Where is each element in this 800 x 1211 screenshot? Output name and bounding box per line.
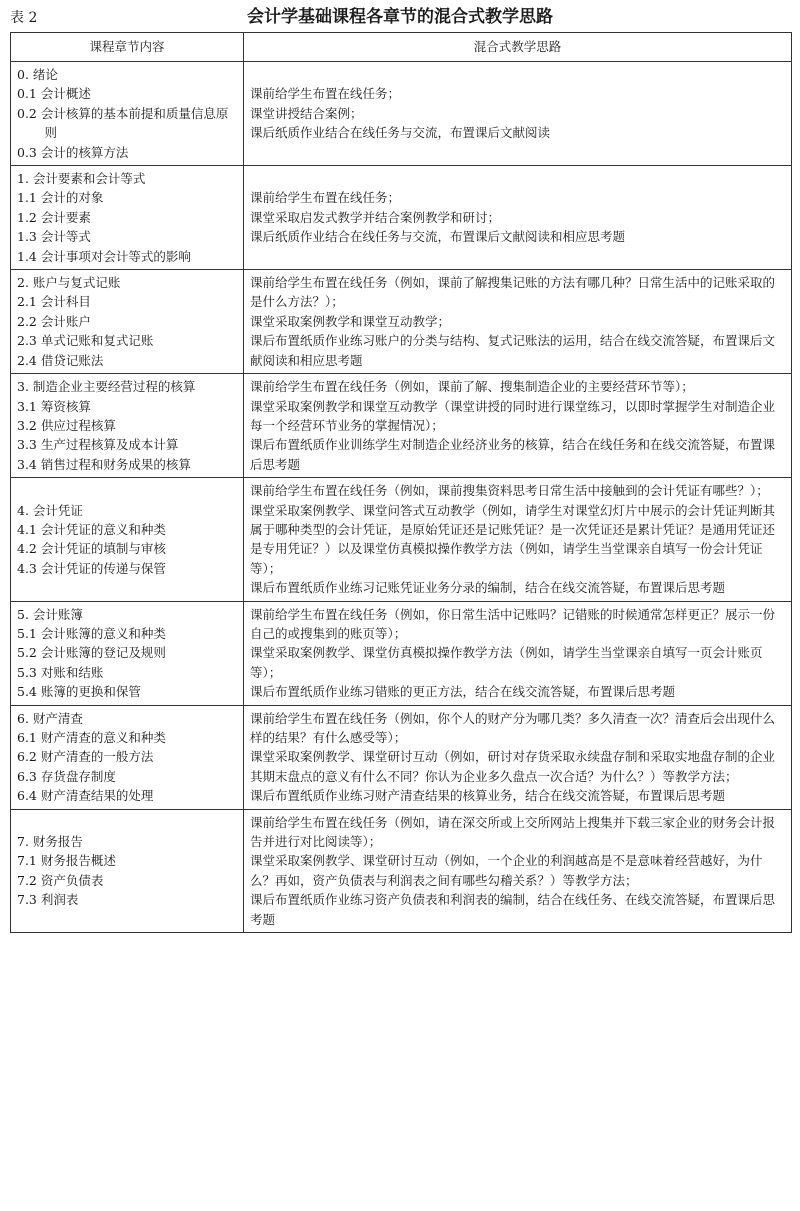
chapter-cell	[11, 478, 244, 601]
approach-item: 课前给学生布置在线任务；	[250, 86, 401, 102]
chapter-cell	[11, 601, 244, 705]
table-title: 会计学基础课程各章节的混合式教学思路	[247, 7, 553, 27]
header-row	[11, 33, 792, 62]
approach-item: 课后布置纸质作业练习账户的分类与结构、复式记账法的运用，结合在线交流答疑，布置课后文献阅读和相应思考题	[250, 333, 776, 368]
teaching-plan-table	[10, 32, 792, 933]
approach-item: 课后纸质作业结合在线任务与交流，布置课后文献阅读	[250, 125, 551, 141]
section-item: 5.4 账簿的更换和保管	[17, 684, 141, 700]
section-item: 4.3 会计凭证的传递与保管	[17, 560, 166, 576]
section-item: 1.2 会计要素	[17, 209, 91, 225]
section-item: 7.3 利润表	[17, 892, 79, 908]
approach-cell	[244, 270, 792, 374]
section-item: 0.1 会计概述	[17, 86, 91, 102]
approach-item: 课堂采取案例教学、课堂问答式互动教学（例如，请学生对课堂幻灯片中展示的会计凭证判断其属于哪种类型的会计凭证，是原始凭证还是记账凭证？是一次凭证还是累计凭证？是通用凭证还是专用凭证？）以及课堂仿真模拟操作教学方法（例如，请学生当堂课亲自填写一份会计凭证等）；	[250, 502, 776, 576]
approach-item: 课前给学生布置在线任务（例如，课前搜集资料思考日常生活中接触到的会计凭证有哪些？）；	[250, 483, 769, 499]
approach-cell	[244, 62, 792, 166]
section-item: 3.2 供应过程核算	[17, 417, 116, 433]
table-row	[11, 166, 792, 270]
approach-item: 课堂采取案例教学和课堂互动教学（课堂讲授的同时进行课堂练习，以即时掌握学生对制造企业每一个经营环节业务的掌握情况）；	[250, 398, 776, 433]
section-item: 6.2 财产清查的一般方法	[17, 749, 154, 765]
section-item: 3.3 生产过程核算及成本计算	[17, 437, 179, 453]
chapter-cell	[11, 270, 244, 374]
section-item: 1.3 会计等式	[17, 229, 91, 245]
chapter-title: 4. 会计凭证	[17, 502, 83, 518]
section-item: 2.2 会计账户	[17, 313, 91, 329]
section-item: 6.3 存货盘存制度	[17, 768, 116, 784]
section-item: 3.4 销售过程和财务成果的核算	[17, 456, 191, 472]
chapter-title: 1. 会计要素和会计等式	[17, 171, 146, 187]
approach-item: 课前给学生布置在线任务（例如，你个人的财产分为哪几类？多久清查一次？清查后会出现什么样的结果？有什么感受等）；	[250, 710, 776, 745]
table-row	[11, 374, 792, 478]
section-item: 3.1 筹资核算	[17, 398, 91, 414]
chapter-title: 6. 财产清查	[17, 710, 83, 726]
approach-item: 课后布置纸质作业练习记账凭证业务分录的编制，结合在线交流答疑，布置课后思考题	[250, 580, 726, 596]
chapter-cell	[11, 705, 244, 809]
approach-cell	[244, 601, 792, 705]
chapter-title: 7. 财务报告	[17, 834, 83, 850]
table-body	[11, 62, 792, 933]
table-row	[11, 478, 792, 601]
header-chapter-content: 课程章节内容	[11, 33, 244, 62]
chapter-cell	[11, 374, 244, 478]
section-item: 0.3 会计的核算方法	[17, 144, 129, 160]
section-item: 2.1 会计科目	[17, 294, 91, 310]
section-item: 5.1 会计账簿的意义和种类	[17, 625, 166, 641]
approach-item: 课堂采取案例教学、课堂研讨互动（例如，研讨对存货采取永续盘存制和采取实地盘存制的企业其期末盘点的意义有什么不同？你认为企业多久盘点一次合适？为什么？）等教学方法；	[250, 749, 776, 784]
table-row	[11, 809, 792, 932]
table-row	[11, 705, 792, 809]
section-item: 2.3 单式记账和复式记账	[17, 333, 154, 349]
approach-item: 课前给学生布置在线任务（例如，你日常生活中记账吗？记错账的时候通常怎样更正？展示一份自己的或搜集到的账页等）；	[250, 606, 776, 641]
section-item: 1.1 会计的对象	[17, 190, 104, 206]
section-item: 6.1 财产清查的意义和种类	[17, 730, 166, 745]
section-item: 5.3 对账和结账	[17, 664, 104, 680]
section-item: 7.2 资产负债表	[17, 872, 104, 888]
header-teaching-approach: 混合式教学思路	[244, 33, 792, 62]
section-item: 4.2 会计凭证的填制与审核	[17, 541, 166, 557]
approach-item: 课前给学生布置在线任务（例如，课前了解搜集记账的方法有哪几种？日常生活中的记账采取的是什么方法？）；	[250, 275, 776, 310]
section-item: 2.4 借贷记账法	[17, 352, 104, 368]
section-item: 0.2 会计核算的基本前提和质量信息原则	[17, 105, 229, 141]
section-item: 6.4 财产清查结果的处理	[17, 788, 154, 804]
approach-item: 课后布置纸质作业训练学生对制造企业经济业务的核算，结合在线任务和在线交流答疑，布置课后思考题	[250, 437, 776, 472]
approach-item: 课后布置纸质作业练习资产负债表和利润表的编制，结合在线任务、在线交流答疑，布置课后思考题	[250, 892, 776, 927]
approach-item: 课堂采取案例教学、课堂研讨互动（例如，一个企业的利润越高是不是意味着经营越好，为什么？再如，资产负债表与利润表之间有哪些勾稽关系？）等教学方法；	[250, 853, 763, 888]
section-item: 4.1 会计凭证的意义和种类	[17, 521, 166, 537]
chapter-cell	[11, 166, 244, 270]
approach-item: 课前给学生布置在线任务（例如，请在深交所或上交所网站上搜集并下载三家企业的财务会计报告并进行对比阅读等）；	[250, 814, 776, 850]
table-row	[11, 270, 792, 374]
approach-item: 课前给学生布置在线任务（例如，课前了解、搜集制造企业的主要经营环节等）；	[250, 379, 694, 395]
table-row	[11, 601, 792, 705]
approach-item: 课堂讲授结合案例；	[250, 105, 363, 121]
approach-cell	[244, 374, 792, 478]
table-label: 表 2	[10, 10, 38, 26]
table-row	[11, 62, 792, 166]
chapter-title: 2. 账户与复式记账	[17, 275, 121, 291]
approach-cell	[244, 166, 792, 270]
section-item: 7.1 财务报告概述	[17, 853, 116, 869]
approach-item: 课堂采取启发式教学并结合案例教学和研讨；	[250, 209, 501, 225]
approach-item: 课前给学生布置在线任务；	[250, 190, 401, 206]
approach-item: 课后纸质作业结合在线任务与交流，布置课后文献阅读和相应思考题	[250, 229, 626, 245]
approach-cell	[244, 705, 792, 809]
chapter-title: 0. 绪论	[17, 67, 58, 82]
approach-item: 课后布置纸质作业练习错账的更正方法，结合在线交流答疑，布置课后思考题	[250, 684, 676, 700]
approach-item: 课堂采取案例教学和课堂互动教学；	[250, 313, 451, 329]
approach-item: 课堂采取案例教学、课堂仿真模拟操作教学方法（例如，请学生当堂课亲自填写一页会计账页等）；	[250, 645, 763, 680]
chapter-title: 3. 制造企业主要经营过程的核算	[17, 379, 196, 395]
chapter-cell	[11, 809, 244, 932]
approach-item: 课后布置纸质作业练习财产清查结果的核算业务，结合在线交流答疑，布置课后思考题	[250, 788, 726, 804]
approach-cell	[244, 478, 792, 601]
chapter-title: 5. 会计账簿	[17, 606, 83, 622]
section-item: 1.4 会计事项对会计等式的影响	[17, 248, 191, 264]
section-item: 5.2 会计账簿的登记及规则	[17, 645, 166, 661]
chapter-cell	[11, 62, 244, 166]
approach-cell	[244, 809, 792, 932]
